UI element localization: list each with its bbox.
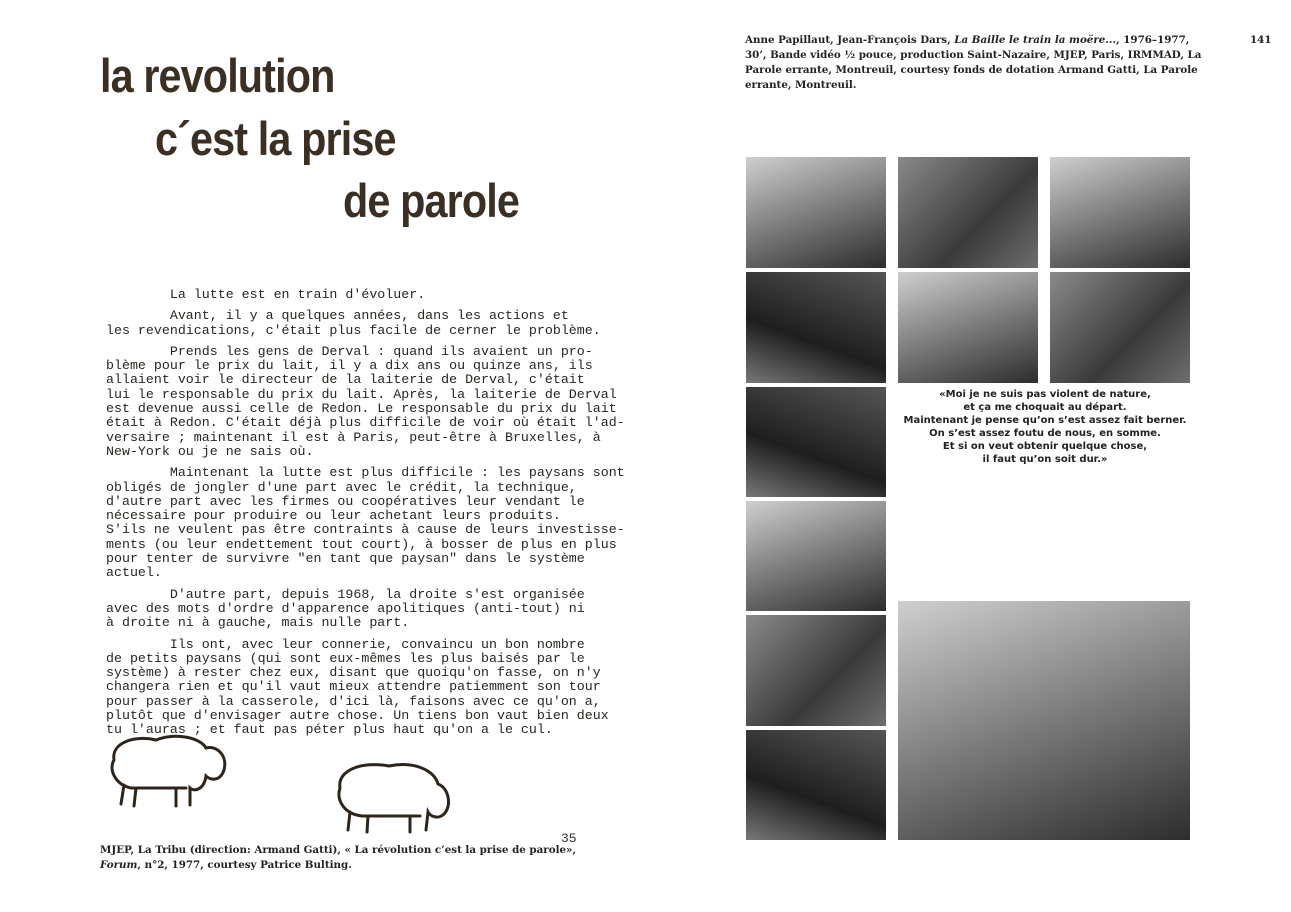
title-line-3: de parole (343, 174, 519, 227)
film-still-large (898, 601, 1190, 840)
page-number-typed: 35 (561, 831, 577, 846)
caption-journal: Forum (100, 859, 138, 871)
typed-line: d'autre part avec les firmes ou coopératives leur vendant le (106, 493, 585, 509)
sheep-drawing-1 (106, 730, 231, 810)
typed-line: La lutte est en train d'évoluer. (106, 287, 426, 302)
typed-line: blème pour le prix du lait, il y a dix ans ou quinze ans, ils (106, 358, 593, 374)
typed-line: de petits paysans (qui sont eux-mêmes les plus baisés par le (106, 650, 585, 666)
typed-line: Prends les gens de Derval : quand ils avaient un pro- (106, 343, 593, 359)
film-still (746, 615, 886, 726)
typed-line: New-York ou je ne sais où. (106, 443, 314, 459)
caption-film-title: La Baille le train la moëre... (954, 34, 1117, 46)
caption-details: , 1976–1977, 30’, Bande vidéo ½ pouce, production Saint-Nazaire, MJEP, Paris, IRMMAD, La Parole errante, Montreuil, courtesy fonds de dotation Armand Gatti, La Parole errante, Montreuil. (745, 34, 1202, 91)
quote-line: et ça me choquait au départ. (963, 402, 1127, 413)
film-still (746, 730, 886, 840)
quote-line: il faut qu’on soit dur.» (982, 454, 1108, 465)
title-line-1: la revolution (100, 49, 335, 102)
film-still (898, 157, 1038, 268)
typed-line: système) à rester chez eux, disant que quoiqu'on fasse, on n'y (106, 665, 601, 681)
typed-line: était à Redon. C'était déjà plus difficile de voir où était l'ad- (106, 415, 625, 431)
typed-line: ments (ou leur endettement tout court), à bosser de plus en plus (106, 536, 617, 552)
quote-line: On s’est assez foutu de nous, en somme. (929, 428, 1161, 439)
page-number: 141 (1250, 34, 1272, 46)
typed-paragraph (106, 309, 625, 338)
film-still (746, 157, 886, 268)
typed-line: obligés de jongler d'une part avec le crédit, la technique, (106, 479, 577, 495)
quote-line: «Moi je ne suis pas violent de nature, (939, 389, 1151, 400)
typed-line: les revendications, c'était plus facile de cerner le problème. (106, 322, 601, 338)
film-still (1050, 272, 1190, 383)
caption-line: , n°2, 1977, courtesy Patrice Bulting. (137, 859, 352, 871)
film-still (746, 501, 886, 611)
left-caption (100, 843, 580, 873)
typed-paragraph (106, 638, 625, 738)
typed-line: Avant, il y a quelques années, dans les actions et (106, 308, 569, 324)
typed-line: plutôt que d'envisager autre chose. Un tiens bon vaut bien deux (106, 708, 609, 724)
film-still (898, 272, 1038, 383)
film-still (746, 272, 886, 383)
quote-line: Et si on veut obtenir quelque chose, (942, 441, 1148, 452)
typed-line: allaient voir le directeur de la laiterie de Derval, c'était (106, 372, 585, 388)
typed-paragraph (106, 345, 625, 459)
caption-authors: Anne Papillaut, Jean-François Dars, (745, 34, 955, 46)
typed-line: pour tenter de survivre "en tant que paysan" dans le système (106, 551, 585, 567)
typed-line: Maintenant la lutte est plus difficile : les paysans sont (106, 465, 625, 481)
typed-line: nécessaire pour produire ou leur achetant leurs produits. (106, 508, 561, 524)
typed-paragraph (106, 588, 625, 631)
typewritten-text (106, 288, 625, 745)
typed-line: versaire ; maintenant il est à Paris, peut-être à Bruxelles, à (106, 429, 601, 445)
typed-line: à droite ni à gauche, mais nulle part. (106, 615, 410, 631)
typed-line: actuel. (106, 565, 162, 581)
film-still (746, 387, 886, 497)
typed-line: S'ils ne veulent pas être contraints à cause de leurs investisse- (106, 522, 625, 538)
typed-line: est devenue aussi celle de Redon. Le responsable du prix du lait (106, 401, 617, 417)
sheep-drawing-2 (334, 758, 459, 836)
typed-line: tu l'auras ; et faut pas péter plus haut qu'on a le cul. (106, 722, 553, 738)
typed-line: pour passer à la casserole, d'ici là, faisons avec ce qu'on a, (106, 693, 601, 709)
typed-line: Ils ont, avec leur connerie, convaincu un bon nombre (106, 636, 585, 652)
title-line-2: c´est la prise (155, 112, 396, 165)
quote-line: Maintenant je pense qu’on s’est assez fait berner. (903, 415, 1187, 426)
quote (898, 388, 1192, 466)
typed-line: changera rien et qu'il vaut mieux attendre patiemment son tour (106, 679, 601, 695)
typed-paragraph (106, 466, 625, 580)
typed-line: avec des mots d'ordre d'apparence apolitiques (anti-tout) ni (106, 600, 585, 616)
film-still (1050, 157, 1190, 268)
typed-paragraph (106, 288, 625, 302)
caption-line: MJEP, La Tribu (direction: Armand Gatti), « La révolution c’est la prise de parole», (100, 844, 577, 856)
right-caption (745, 33, 1205, 93)
typed-line: lui le responsable du prix du lait. Après, la laiterie de Derval (106, 386, 617, 402)
typed-line: D'autre part, depuis 1968, la droite s'est organisée (106, 586, 585, 602)
